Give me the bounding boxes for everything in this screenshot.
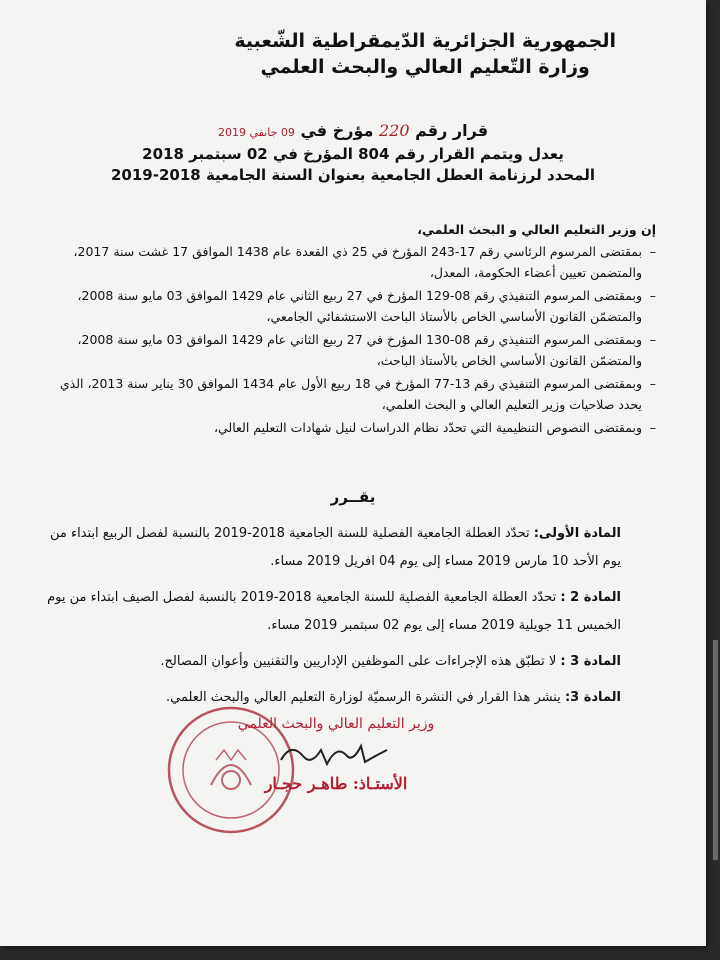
article-text: ينشر هذا القرار في النشرة الرسميّة لوزارة التعليم العالي والبحث العلمي. — [166, 690, 561, 705]
article-label: المادة الأولى: — [533, 526, 621, 541]
list-item: – وبمقتضى المرسوم التنفيذي رقم 08-129 المؤرخ في 27 ربيع الثاني عام 1429 الموافق 03 مايو سنة 2008، والمتضمّن القانون الأساسي الخاص بالأستاذ الباحث الاستشفائي الجامعي، — [77, 288, 656, 324]
decision-number: 220 — [378, 121, 410, 140]
page-edge-mark — [713, 640, 718, 860]
decision-dated: مؤرخ في — [300, 121, 374, 140]
preamble-item-text: بمقتضى المرسوم الرئاسي رقم 17-243 المؤرخ في 25 ذي القعدة عام 1438 الموافق 17 غشت سنة 2017، والمتضمن تعيين أعضاء الحكومة، المعدل، — [73, 244, 642, 280]
preamble-list — [40, 241, 656, 438]
article-2 — [40, 584, 621, 640]
date-stamp: 09 جانفي 2019 — [217, 126, 295, 139]
article-text: لا تطبّق هذه الإجراءات على الموظفين الإداريين والتقنيين وأعوان المصالح. — [160, 654, 557, 669]
article-3 — [40, 648, 621, 676]
decision-number-line — [0, 120, 706, 144]
minister-name: الأستـاذ: طاهـر حجـار — [264, 774, 408, 793]
decision-amends: يعدل ويتمم القرار رقم 804 المؤرخ في 02 سبتمبر 2018 — [142, 145, 564, 163]
article-text: تحدّد العطلة الجامعية الفصلية للسنة الجامعية 2018-2019 بالنسبة لفصل الربيع ابتداء من يوم الأحد 10 مارس 2019 مساء إلى يوم 04 افريل 2019 مساء. — [49, 526, 621, 569]
decides-heading: يقــرر — [330, 488, 376, 506]
list-item: – بمقتضى المرسوم الرئاسي رقم 17-243 المؤرخ في 25 ذي القعدة عام 1438 الموافق 17 غشت سنة 2017، والمتضمن تعيين أعضاء الحكومة، المعدل، — [73, 244, 656, 280]
article-label: المادة 3 : — [560, 654, 621, 669]
preamble-item-text: وبمقتضى المرسوم التنفيذي رقم 08-129 المؤرخ في 27 ربيع الثاني عام 1429 الموافق 03 مايو سنة 2008، والمتضمّن القانون الأساسي الخاص بالأستاذ الباحث الاستشفائي الجامعي، — [77, 288, 642, 324]
signature-block — [221, 716, 451, 793]
republic-heading: الجمهورية الجزائرية الدّيمقراطية الشّعبية — [234, 30, 616, 52]
article-text: تحدّد العطلة الجامعية الفصلية للسنة الجامعية 2018-2019 بالنسبة لفصل الصيف ابتداء من يوم الخميس 11 جويلية 2019 مساء إلى يوم 02 سبتمبر 2019 مساء. — [47, 590, 621, 633]
handwritten-signature — [276, 738, 396, 772]
list-item: – وبمقتضى المرسوم التنفيذي رقم 08-130 المؤرخ في 27 ربيع الثاني عام 1429 الموافق 03 مايو سنة 2008، والمتضمّن القانون الأساسي الخاص بالأستاذ الباحث، — [77, 332, 656, 368]
decision-title — [0, 120, 706, 186]
preamble-item-text: وبمقتضى المرسوم التنفيذي رقم 08-130 المؤرخ في 27 ربيع الثاني عام 1429 الموافق 03 مايو سنة 2008، والمتضمّن القانون الأساسي الخاص بالأستاذ الباحث، — [77, 332, 642, 368]
letterhead — [234, 28, 616, 80]
list-item: – وبمقتضى المرسوم التنفيذي رقم 13-77 المؤرخ في 18 ربيع الأول عام 1434 الموافق 30 يناير سنة 2013، الذي يحدد صلاحيات وزير التعليم العالي و البحث العلمي، — [59, 376, 656, 412]
article-label: المادة 3: — [564, 690, 621, 705]
article-1 — [40, 520, 621, 576]
list-item: – وبمقتضى النصوص التنظيمية التي تحدّد نظام الدراسات لنيل شهادات التعليم العالي، — [213, 420, 656, 435]
preamble-item-text: وبمقتضى النصوص التنظيمية التي تحدّد نظام الدراسات لنيل شهادات التعليم العالي، — [213, 420, 642, 435]
articles — [40, 520, 621, 720]
decision-subject: المحدد لرزنامة العطل الجامعية بعنوان السنة الجامعية 2018-2019 — [111, 166, 595, 184]
preamble-lead: إن وزير التعليم العالي و البحث العلمي، — [417, 222, 656, 237]
ministry-heading: وزارة التّعليم العالي والبحث العلمي — [260, 56, 590, 78]
preamble-item-text: وبمقتضى المرسوم التنفيذي رقم 13-77 المؤرخ في 18 ربيع الأول عام 1434 الموافق 30 يناير سنة 2013، الذي يحدد صلاحيات وزير التعليم العالي و البحث العلمي، — [59, 376, 642, 412]
preamble — [40, 222, 656, 440]
minister-title: وزير التعليم العالي والبحث العلمي — [237, 716, 435, 732]
article-label: المادة 2 : — [560, 590, 621, 605]
decision-prefix: قرار رقم — [415, 121, 489, 140]
